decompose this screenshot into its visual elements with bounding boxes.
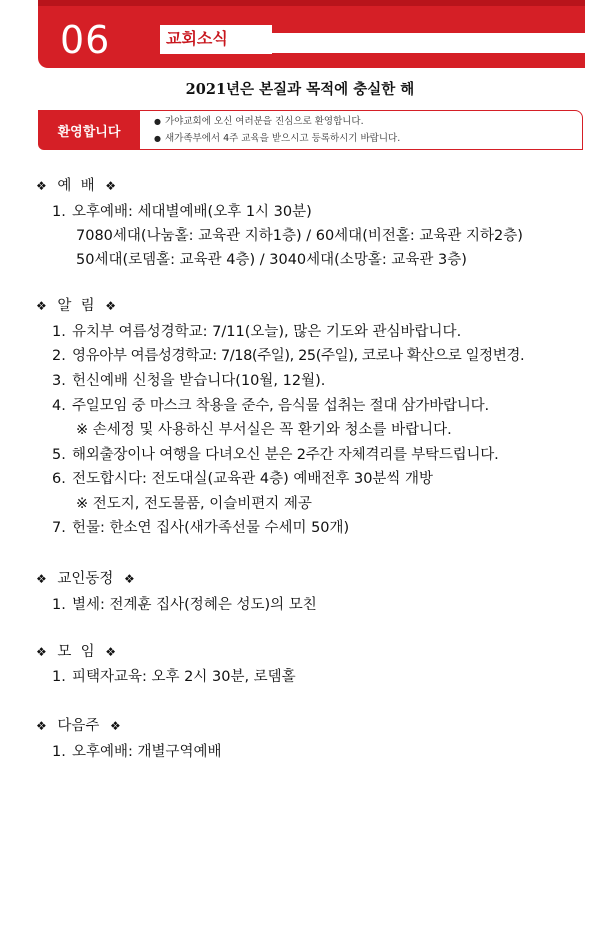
item-number: 1.: [52, 204, 66, 220]
diamond-icon: ❖: [110, 719, 121, 733]
welcome-body: [140, 110, 583, 150]
bullet-icon: ●: [154, 117, 161, 126]
item-text: 주일모임 중 마스크 착용을 준수, 음식물 섭취는 절대 삼가바랍니다.: [72, 398, 489, 414]
heading-notices-label: 알 림: [57, 298, 95, 314]
item-number: 3.: [52, 373, 66, 389]
list-item: [52, 346, 524, 366]
item-text: 해외출장이나 여행을 다녀오신 분은 2주간 자체격리를 부탁드립니다.: [72, 447, 499, 463]
heading-worship: [36, 176, 116, 196]
list-item: [52, 396, 489, 416]
welcome-label: 환영합니다: [38, 110, 140, 150]
heading-members-label: 교인동정: [57, 571, 114, 587]
diamond-icon: ❖: [36, 299, 47, 313]
list-item: [52, 595, 317, 615]
diamond-icon: ❖: [105, 299, 116, 313]
item-number: 4.: [52, 398, 66, 414]
item-number: 7.: [52, 520, 66, 536]
heading-meetings-label: 모 임: [57, 644, 95, 660]
heading-next-week: [36, 716, 121, 736]
note-line: ※ 전도지, 전도물품, 이슬비편지 제공: [76, 496, 312, 512]
item-text: 영유아부 여름성경학교: 7/18(주일), 25(주일), 코로나 확산으로 일정변경.: [72, 348, 525, 364]
welcome-box: [38, 110, 584, 150]
note-line: ※ 손세정 및 사용하신 부서실은 꼭 환기와 청소를 바랍니다.: [76, 422, 452, 438]
list-item: [52, 371, 325, 391]
heading-worship-label: 예 배: [57, 178, 95, 194]
section-tag: [160, 25, 272, 54]
welcome-line: [154, 132, 400, 145]
heading-members: [36, 569, 135, 589]
diamond-icon: ❖: [36, 719, 47, 733]
heading-next-week-label: 다음주: [57, 718, 100, 734]
list-item: [52, 518, 349, 538]
page-title: 2021년은 본질과 목적에 충실한 해: [185, 81, 415, 98]
item-text: 전도합시다: 전도대실(교육관 4층) 예배전후 30분씩 개방: [72, 471, 434, 487]
item-number: 2.: [52, 348, 66, 364]
section-tag-label: 교회소식: [166, 29, 228, 48]
diamond-icon: ❖: [36, 179, 47, 193]
item-text: 오후예배: 세대별예배(오후 1시 30분): [72, 204, 312, 220]
bullet-icon: ●: [154, 134, 161, 143]
worship-subline: 7080세대(나눔홀: 교육관 지하1층) / 60세대(비전홀: 교육관 지하2층): [76, 228, 523, 244]
item-number: 1.: [52, 324, 66, 340]
item-number: 1.: [52, 669, 66, 685]
item-text: 피택자교육: 오후 2시 30분, 로뎀홀: [72, 669, 296, 685]
header-white-bar: [272, 33, 585, 53]
item-text: 별세: 전계훈 집사(정혜은 성도)의 모친: [72, 597, 317, 613]
section-header: [38, 0, 585, 68]
heading-meetings: [36, 642, 116, 662]
list-item: [52, 322, 461, 342]
heading-notices: [36, 296, 116, 316]
welcome-line-text: 새가족부에서 4주 교육을 받으시고 등록하시기 바랍니다.: [164, 133, 401, 144]
diamond-icon: ❖: [36, 572, 47, 586]
item-text: 오후예배: 개별구역예배: [72, 744, 222, 760]
list-item: [52, 202, 312, 222]
list-item: [52, 742, 222, 762]
diamond-icon: ❖: [105, 645, 116, 659]
welcome-line-text: 가야교회에 오신 여러분을 진심으로 환영합니다.: [164, 116, 364, 127]
diamond-icon: ❖: [36, 645, 47, 659]
list-item: [52, 445, 498, 465]
item-number: 1.: [52, 597, 66, 613]
diamond-icon: ❖: [105, 179, 116, 193]
list-item: [52, 667, 296, 687]
welcome-line: [154, 115, 364, 128]
item-text: 유치부 여름성경학교: 7/11(오늘), 많은 기도와 관심바랍니다.: [72, 324, 462, 340]
item-number: 6.: [52, 471, 66, 487]
item-number: 1.: [52, 744, 66, 760]
item-text: 헌물: 한소연 집사(새가족선물 수세미 50개): [72, 520, 350, 536]
list-item: [52, 469, 433, 489]
item-number: 5.: [52, 447, 66, 463]
item-text: 헌신예배 신청을 받습니다(10월, 12월).: [72, 373, 326, 389]
section-number: 06: [60, 18, 111, 62]
worship-subline: 50세대(로뎀홀: 교육관 4층) / 3040세대(소망홀: 교육관 3층): [76, 252, 467, 268]
header-top-stripe: [38, 0, 585, 6]
diamond-icon: ❖: [124, 572, 135, 586]
